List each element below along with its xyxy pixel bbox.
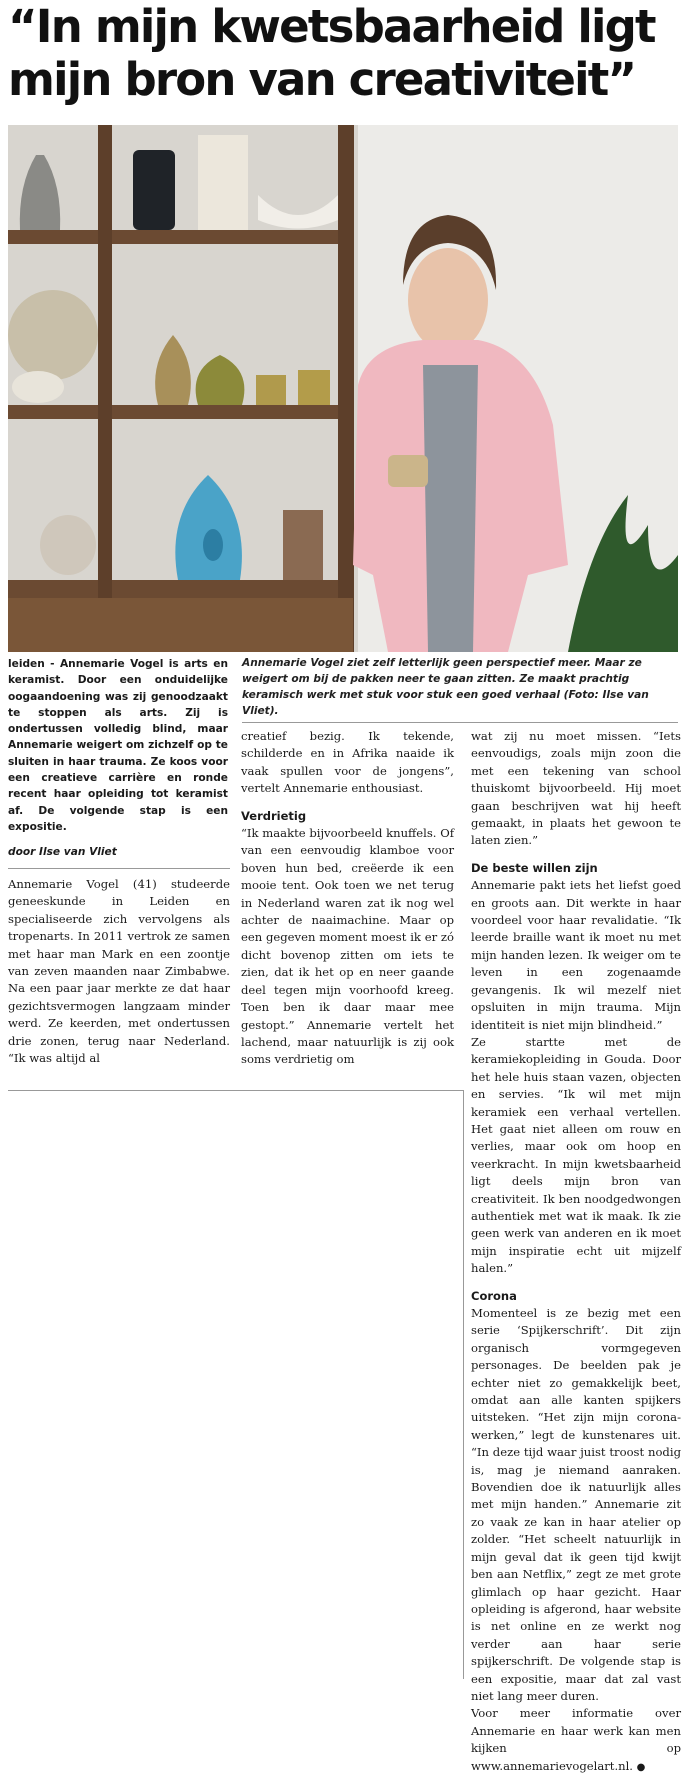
paragraph: Momenteel is ze bezig met een serie ‘Spijkerschrift’. Dit zijn organisch vormgegeven personages. De beelden pak je echter niet zo gemakkelijk beet, omdat aan alle kanten spijkers uitsteken. “Het zijn mijn corona-werken,” legt de kunstenares uit. “In deze tijd waar juist troost nodig is, mag je niemand aanraken. Bovendien doe ik natuurlijk alles met mijn handen.” Annemarie zit zo vaak ze kan in haar atelier op zolder. “Het scheelt natuurlijk in mijn geval dat ik geen tijd kwijt ben aan Netflix,” zegt ze met grote glimlach op haar gezicht. Haar opleiding is afgerond, haar website is net online en ze werkt nog verder aan haar serie spijkerschrift. De volgende stap is een expositie, maar dat zal vast niet lang meer duren.	[471, 1306, 681, 1703]
headline: “In mijn kwetsbaarheid ligt mijn bron van creativiteit”	[8, 0, 655, 106]
subheading-de-beste-willen-zijn: De beste willen zijn	[471, 860, 598, 875]
end-mark: ●	[636, 1761, 646, 1773]
bottom-divider-left	[8, 1090, 463, 1091]
caption-divider	[242, 722, 678, 723]
paragraph: Ze startte met de keramiekopleiding in Gouda. Door het hele huis staan vazen, objecten en servies. “Ik wil met mijn keramiek een verhaal vertellen. Het gaat niet alleen om rouw en verlies, maar ook om hoop en veerkracht. In mijn kwetsbaarheid ligt deels mijn bron van creativiteit. Ik ben noodgedwongen authentiek met wat ik maak. Ik zie geen werk van anderen en ik moet mijn inspiratie echt uit mijzelf halen.”	[471, 1034, 681, 1276]
paragraph: wat zij nu moet missen. “Iets eenvoudigs, zoals mijn zoon die met een tekening van school thuiskomt bijvoorbeeld. Hij moet gaan beschrijven wat hij heeft gemaakt, in plaats het gewoon te laten zien.”	[471, 729, 681, 848]
subheading-verdrietig: Verdrietig	[241, 808, 307, 823]
byline-divider	[8, 868, 230, 869]
paragraph: Annemarie Vogel (41) studeerde geneeskunde in Leiden en specialiseerde zich vervolgens als tropenarts. In 2011 vertrok ze samen met haar man Mark en een zoontje van zeven maanden naar Zimbabwe. Na een paar jaar merkte ze dat haar gezichtsvermogen langzaam minder werd. Ze keerden, met ondertussen drie zonen, terug naar Nederland. “Ik was altijd al	[8, 877, 230, 1066]
article-photo	[8, 125, 678, 652]
column-divider	[463, 1090, 464, 1679]
column-1	[8, 876, 230, 1067]
subheading-corona: Corona	[471, 1288, 517, 1303]
paragraph: “Ik maakte bijvoorbeeld knuffels. Of van een eenvoudig klamboe voor boven hun bed, creëerde ik een mooie tent. Ook toen we net terug in Nederland waren zat ik nog wel achter de naaimachine. Maar op een gegeven moment moest ik er zó dicht bovenop zitten om iets te zien, dat ik het op en neer gaande deel tegen mijn voorhoofd kreeg. Toen ben ik daar maar mee gestopt.” Annemarie vertelt het lachend, maar natuurlijk is zij ook soms verdrietig om	[241, 826, 454, 1067]
column-3	[471, 728, 681, 1776]
intro-text: leiden - Annemarie Vogel is arts en keramist. Door een onduidelijke oogaandoening was zij genoodzaakt te stoppen als arts. Zij is ondertussen volledig blind, maar Annemarie weigert om zichzelf op te sluiten in haar trauma. Ze koos voor een creatieve carrière en ronde recent haar opleiding tot keramist af. De volgende stap is een expositie.	[8, 658, 228, 833]
closing-text: Voor meer informatie over Annemarie en haar werk kan men kijken op www.annemarievogelart.nl.	[471, 1706, 681, 1773]
paragraph: creatief bezig. Ik tekende, schilderde en in Afrika naaide ik vaak spullen voor de jongens”, vertelt Annemarie enthousiast.	[241, 729, 454, 796]
paragraph: Annemarie pakt iets het liefst goed en groots aan. Dit werkte in haar voordeel voor haar revalidatie. “Ik leerde braille want ik moet nu met mijn handen lezen. Ik weiger om te leven in een zogenaamde gevangenis. Ik wil mezelf niet opsluiten in mijn trauma. Mijn identiteit is niet mijn blindheid.”	[471, 878, 681, 1032]
byline: door Ilse van Vliet	[8, 846, 117, 858]
photo-caption: Annemarie Vogel ziet zelf letterlijk geen perspectief meer. Maar ze weigert om bij de pakken neer te gaan zitten. Ze maakt prachtig keramisch werk met stuk voor stuk een goed verhaal (Foto: Ilse van Vliet).	[242, 657, 649, 717]
column-2	[241, 728, 454, 1069]
paragraph	[471, 1705, 681, 1776]
